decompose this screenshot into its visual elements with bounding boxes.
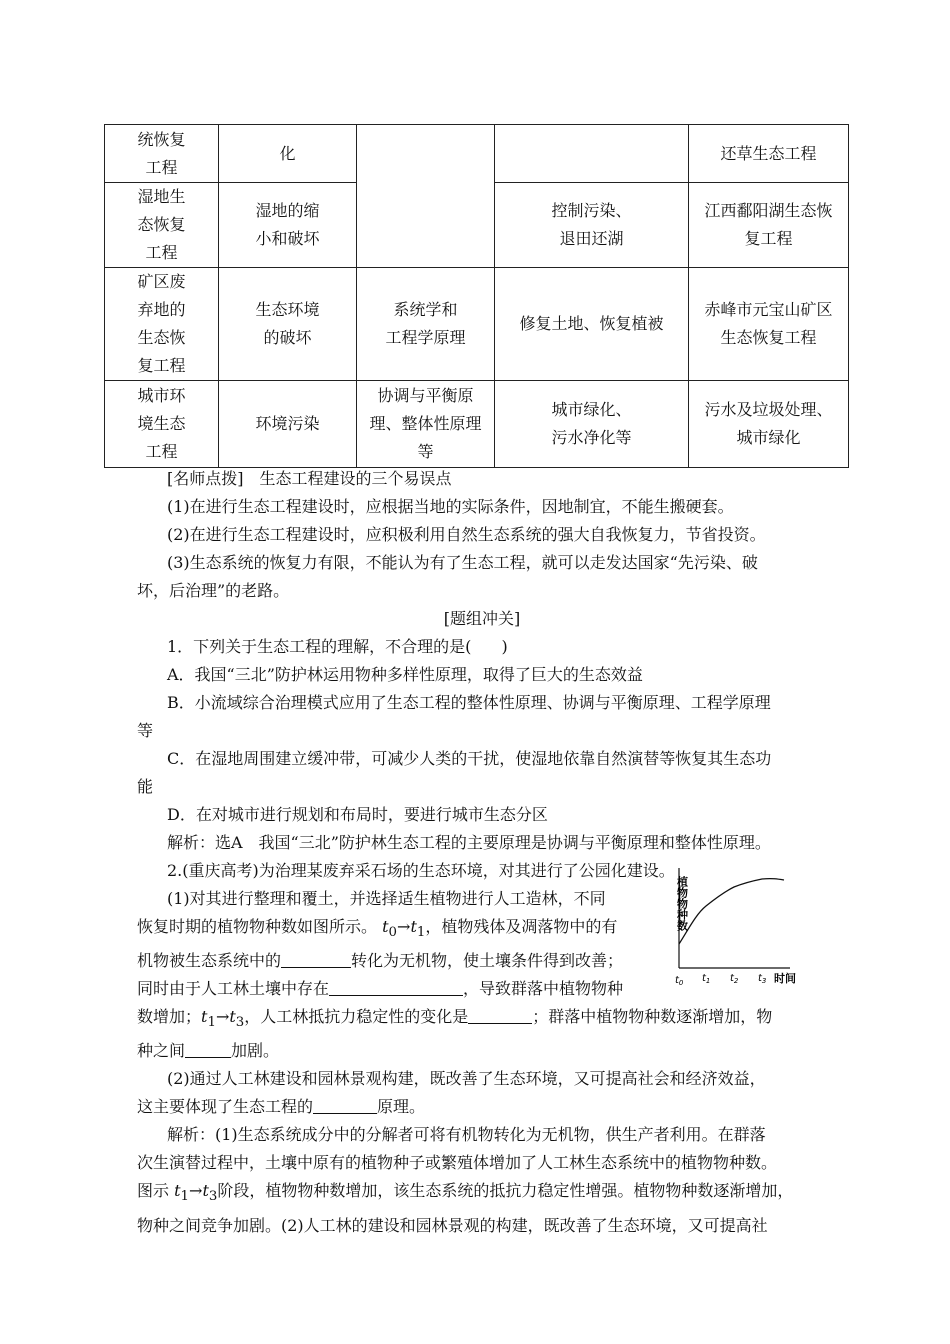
tick-label: $t_2$ bbox=[730, 973, 739, 985]
table-row bbox=[105, 381, 849, 468]
question-2-part2-line2: 这主要体现了生态工程的 原理。 bbox=[137, 1097, 426, 1117]
table-cell bbox=[357, 125, 495, 268]
answer-blank-1[interactable] bbox=[281, 949, 351, 968]
table-cell: 生态环境 的破坏 bbox=[219, 268, 357, 381]
species-curve bbox=[679, 879, 784, 944]
question-2-part1-line2: 恢复时期的植物物种数如图所示。 $t_0\to t_1$，植物残体及凋落物中的有 bbox=[137, 917, 618, 941]
document-body bbox=[137, 465, 827, 1240]
table-cell: 系统学和 工程学原理 bbox=[357, 268, 495, 381]
tip-item-3-cont: 坏，后治理”的老路。 bbox=[137, 581, 290, 600]
question-2-analysis-line3: 图示 $t_1\to t_3$阶段，植物物种数增加，该生态系统的抵抗力稳定性增强。植物物种数逐渐增加， bbox=[137, 1181, 794, 1205]
option-c-cont: 能 bbox=[137, 777, 154, 796]
table-cell bbox=[495, 125, 689, 183]
tick-label: $t_3$ bbox=[758, 973, 767, 985]
section-title: [题组冲关] bbox=[443, 609, 521, 628]
question-2-stem: 2.(重庆高考)为治理某废弃采石场的生态环境，对其进行了公园化建设。 bbox=[167, 861, 675, 880]
tips-heading: [名师点拨] 生态工程建设的三个易误点 bbox=[167, 469, 452, 488]
question-2-part1-line1: (1)对其进行整理和覆土，并选择适生植物进行人工造林，不同 bbox=[167, 889, 606, 908]
question-2-part1-line3: 机物被生态系统中的 转化为无机物，使土壤条件得到改善； bbox=[137, 951, 624, 971]
table-cell: 城市环 境生态 工程 bbox=[105, 381, 219, 468]
table-row bbox=[105, 125, 849, 183]
ecology-engineering-table bbox=[104, 124, 849, 468]
question-2-part1-line5: 数增加；$t_1\to t_3$，人工林抵抗力稳定性的变化是 ；群落中植物物种数逐渐增加，物 bbox=[137, 1007, 773, 1031]
answer-blank-5[interactable] bbox=[313, 1095, 377, 1114]
table-cell: 协调与平衡原 理、整体性原理 等 bbox=[357, 381, 495, 468]
table-cell: 江西鄱阳湖生态恢 复工程 bbox=[689, 183, 849, 268]
option-a: A．我国“三北”防护林运用物种多样性原理，取得了巨大的生态效益 bbox=[167, 665, 643, 684]
table-cell: 城市绿化、 污水净化等 bbox=[495, 381, 689, 468]
table-cell: 赤峰市元宝山矿区 生态恢复工程 bbox=[689, 268, 849, 381]
table-cell: 化 bbox=[219, 125, 357, 183]
table-cell: 修复土地、恢复植被 bbox=[495, 268, 689, 381]
question-2-part2-line1: (2)通过人工林建设和园林景观构建，既改善了生态环境，又可提高社会和经济效益， bbox=[167, 1069, 766, 1089]
table-cell: 还草生态工程 bbox=[689, 125, 849, 183]
option-b: B．小流域综合治理模式应用了生态工程的整体性原理、协调与平衡原理、工程学原理 bbox=[167, 693, 771, 712]
table-cell: 湿地的缩 小和破坏 bbox=[219, 183, 357, 268]
answer-blank-3[interactable] bbox=[468, 1005, 532, 1024]
option-d: D．在对城市进行规划和布局时，要进行城市生态分区 bbox=[167, 805, 548, 824]
x-axis-label: 时间 bbox=[774, 972, 796, 985]
table-cell: 统恢复 工程 bbox=[105, 125, 219, 183]
table-row bbox=[105, 268, 849, 381]
table-cell: 污水及垃圾处理、 城市绿化 bbox=[689, 381, 849, 468]
question-2-part1-line4: 同时由于人工林土壤中存在 ，导致群落中植物物种 bbox=[137, 979, 624, 999]
species-count-figure bbox=[674, 862, 808, 988]
tip-item-3: (3)生态系统的恢复力有限，不能认为有了生态工程，就可以走发达国家“先污染、破 bbox=[167, 553, 758, 572]
tip-item-1: (1)在进行生态工程建设时，应根据当地的实际条件，因地制宜，不能生搬硬套。 bbox=[167, 497, 734, 516]
y-axis-label: 植物物种数 bbox=[675, 876, 689, 931]
question-1-analysis: 解析：选A 我国“三北”防护林生态工程的主要原理是协调与平衡原理和整体性原理。 bbox=[167, 833, 771, 852]
question-2-part1-line6: 种之间 加剧。 bbox=[137, 1041, 280, 1061]
question-2-analysis-line1: 解析：(1)生态系统成分中的分解者可将有机物转化为无机物，供生产者利用。在群落 bbox=[167, 1125, 766, 1145]
species-curve-chart bbox=[674, 862, 808, 988]
option-b-cont: 等 bbox=[137, 721, 154, 740]
tip-item-2: (2)在进行生态工程建设时，应积极利用自然生态系统的强大自我恢复力，节省投资。 bbox=[167, 525, 766, 544]
answer-blank-4[interactable] bbox=[185, 1039, 231, 1058]
table-cell: 矿区废 弃地的 生态恢 复工程 bbox=[105, 268, 219, 381]
table-cell: 环境污染 bbox=[219, 381, 357, 468]
table-cell: 控制污染、 退田还湖 bbox=[495, 183, 689, 268]
answer-blank-2[interactable] bbox=[329, 977, 463, 996]
question-2-analysis-line4: 物种之间竞争加剧。(2)人工林的建设和园林景观的构建，既改善了生态环境，又可提高社 bbox=[137, 1215, 768, 1235]
tick-label: $t_0$ bbox=[675, 975, 684, 987]
tick-label: $t_1$ bbox=[702, 973, 711, 985]
table-cell: 湿地生 态恢复 工程 bbox=[105, 183, 219, 268]
question-2-analysis-line2: 次生演替过程中，土壤中原有的植物种子或繁殖体增加了人工林生态系统中的植物物种数。 bbox=[137, 1153, 778, 1173]
question-1-stem: 1．下列关于生态工程的理解，不合理的是( ) bbox=[167, 637, 508, 656]
option-c: C．在湿地周围建立缓冲带，可减少人类的干扰，使湿地依靠自然演替等恢复其生态功 bbox=[167, 749, 772, 768]
